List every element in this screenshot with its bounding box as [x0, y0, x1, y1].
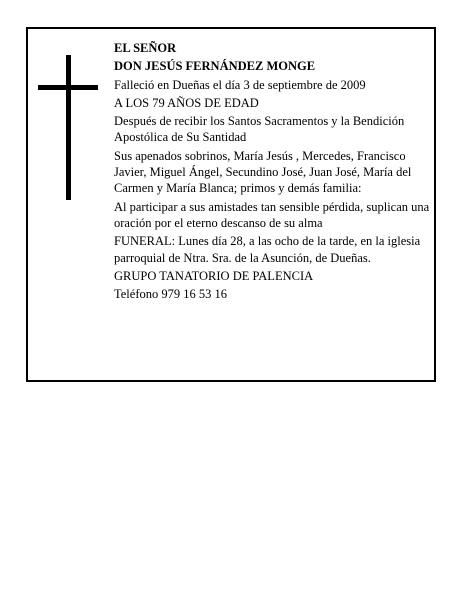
death-line: Falleció en Dueñas el día 3 de septiembre de 2009 — [114, 77, 366, 92]
cross-icon — [38, 55, 98, 200]
age-line: A LOS 79 AÑOS DE EDAD — [114, 95, 259, 110]
family-paragraph: Sus apenados sobrinos, María Jesús , Mercedes, Francisco Javier, Miguel Ángel, Secundino José, Juan José, María del Carmen y María Blanca; primos y demás familia: — [114, 148, 412, 196]
obituary-notice — [26, 27, 436, 382]
request-paragraph: Al participar a sus amistades tan sensible pérdida, suplican una oración por el eterno descanso de su alma — [114, 199, 430, 230]
notice-text — [114, 40, 432, 304]
notice-heading: EL SEÑOR — [114, 41, 177, 55]
cross-vertical-bar — [66, 55, 71, 200]
company-name: GRUPO TANATORIO DE PALENCIA — [114, 268, 314, 283]
funeral-paragraph: FUNERAL: Lunes día 28, a las ocho de la tarde, en la iglesia parroquial de Ntra. Sra. de la Asunción, de Dueñas. — [114, 234, 421, 265]
sacraments-paragraph: Después de recibir los Santos Sacramentos y la Bendición Apostólica de Su Santidad — [114, 114, 405, 145]
deceased-name: DON JESÚS FERNÁNDEZ MONGE — [114, 59, 316, 74]
cross-horizontal-bar — [38, 85, 98, 90]
phone-line: Teléfono 979 16 53 16 — [114, 287, 227, 302]
